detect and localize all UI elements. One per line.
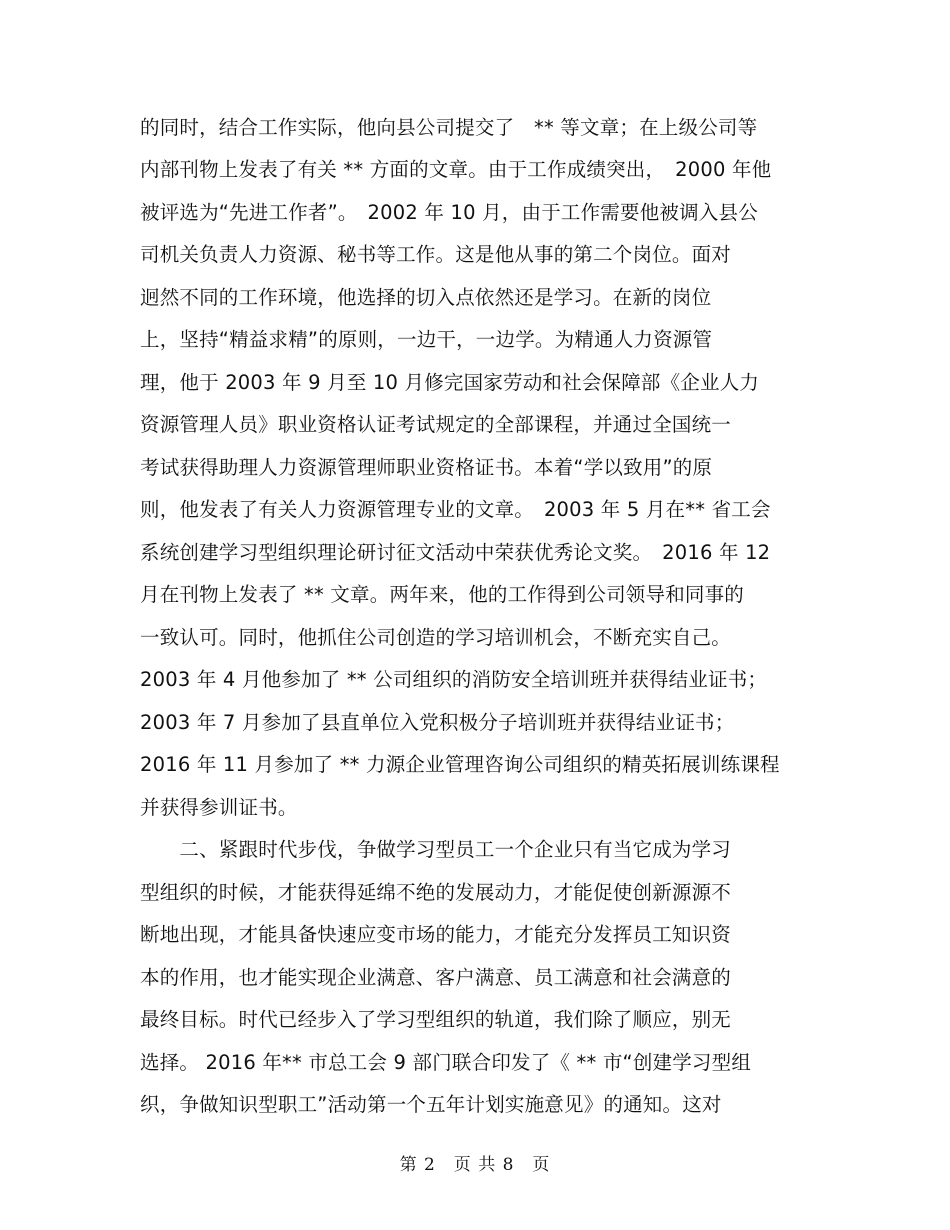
text-line: 2003 年 7 月参加了县直单位入党积极分子培训班并获得结业证书； <box>140 711 735 734</box>
text-line: 一致认可。同时，他抓住公司创造的学习培训机会，不断充实自己。 <box>140 626 732 649</box>
text-line: 的同时，结合工作实际，他向县公司提交了 ** 等文章；在上级公司等 <box>140 116 758 139</box>
text-line: 2016 年 11 月参加了 ** 力源企业管理咨询公司组织的精英拓展训练课程 <box>140 753 780 776</box>
text-line: 选择。 2016 年** 市总工会 9 部门联合印发了《 ** 市“创建学习型组 <box>140 1051 752 1074</box>
text-line: 并获得参训证书。 <box>140 796 298 819</box>
text-line: 理，他于 2003 年 9 月至 10 月修完国家劳动和社会保障部《企业人力 <box>140 371 760 394</box>
text-line: 上，坚持“精益求精”的原则，一边干，一边学。为精通人力资源管 <box>140 328 713 351</box>
text-line: 资源管理人员》职业资格认证考试规定的全部课程，并通过全国统一 <box>140 413 732 436</box>
text-line: 系统创建学习型组织理论研讨征文活动中荣获优秀论文奖。 2016 年 12 <box>140 541 771 564</box>
text-line: 2003 年 4 月他参加了 ** 公司组织的消防安全培训班并获得结业证书； <box>140 668 768 691</box>
text-line: 迥然不同的工作环境，他选择的切入点依然还是学习。在新的岗位 <box>140 286 712 309</box>
text-line: 司机关负责人力资源、秘书等工作。这是他从事的第二个岗位。面对 <box>140 243 732 266</box>
text-line: 织，争做知识型职工”活动第一个五年计划实施意见》的通知。这对 <box>140 1093 722 1116</box>
text-line: 型组织的时候，才能获得延绵不绝的发展动力，才能促使创新源源不 <box>140 881 732 904</box>
text-line: 本的作用，也才能实现企业满意、客户满意、员工满意和社会满意的 <box>140 966 732 989</box>
text-line: 断地出现，才能具备快速应变市场的能力，才能充分发挥员工知识资 <box>140 923 732 946</box>
text-line: 内部刊物上发表了有关 ** 方面的文章。由于工作成绩突出， 2000 年他 <box>140 158 772 181</box>
text-line: 最终目标。时代已经步入了学习型组织的轨道，我们除了顺应，别无 <box>140 1008 732 1031</box>
text-line: 则，他发表了有关人力资源管理专业的文章。 2003 年 5 月在** 省工会 <box>140 498 771 521</box>
text-line: 被评选为“先进工作者”。 2002 年 10 月，由于工作需要他被调入县公 <box>140 201 758 224</box>
page-number-footer: 第 2 页 共 8 页 <box>399 1155 551 1175</box>
text-line: 月在刊物上发表了 ** 文章。两年来，他的工作得到公司领导和同事的 <box>140 583 744 606</box>
text-line: 考试获得助理人力资源管理师职业资格证书。本着“学以致用”的原 <box>140 456 713 479</box>
text-line: 二、紧跟时代步伐，争做学习型员工一个企业只有当它成为学习 <box>140 838 732 861</box>
